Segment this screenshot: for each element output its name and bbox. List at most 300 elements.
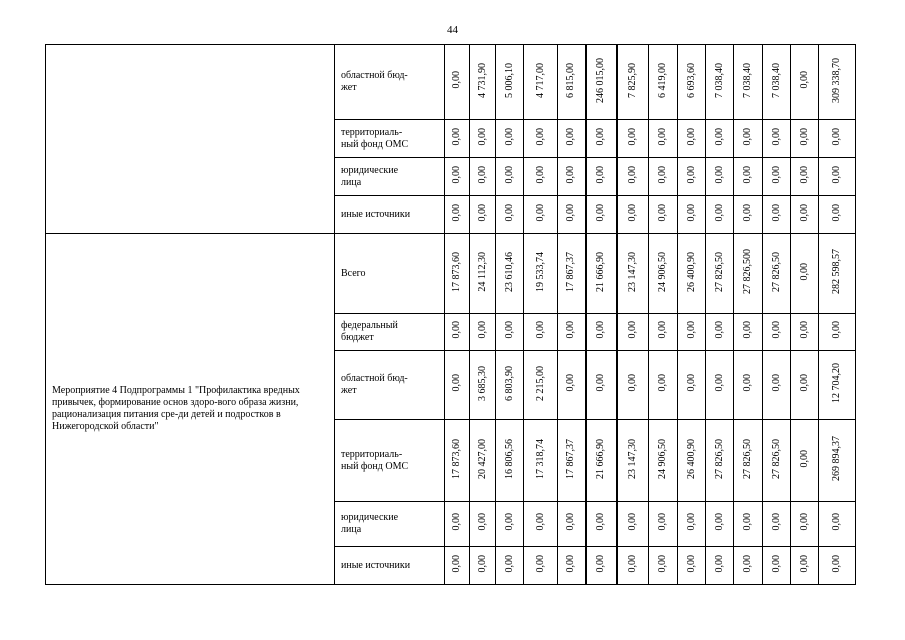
value-cell xyxy=(819,120,856,158)
value-text: 309 338,70 xyxy=(831,57,842,103)
source-cell xyxy=(335,351,445,420)
source-label-line: лица xyxy=(341,524,362,535)
value-cell xyxy=(558,351,586,420)
source-cell xyxy=(335,120,445,158)
value-cell xyxy=(819,196,856,234)
value-text: 0,00 xyxy=(595,374,606,392)
value-cell xyxy=(678,196,706,234)
value-text: 246 015,00 xyxy=(595,57,606,103)
value-text: 0,00 xyxy=(503,127,515,146)
value-cell xyxy=(763,120,791,158)
source-cell xyxy=(335,314,445,351)
value-text: 0,00 xyxy=(685,165,697,184)
value-text: 0,00 xyxy=(534,203,546,222)
value-cell xyxy=(524,196,558,234)
value-cell xyxy=(496,502,524,547)
value-text: 0,00 xyxy=(798,262,810,281)
value-text: 24 906,50 xyxy=(657,438,668,479)
value-text: 23 147,30 xyxy=(626,251,638,292)
value-text: 0,00 xyxy=(451,513,462,531)
table-row xyxy=(46,45,856,120)
value-text: 0,00 xyxy=(685,127,697,146)
value-cell xyxy=(617,196,649,234)
measure-name-cell xyxy=(46,45,335,234)
value-cell xyxy=(617,314,649,351)
value-cell xyxy=(558,234,586,314)
value-text: 24 112,30 xyxy=(476,251,488,292)
value-text: 0,00 xyxy=(798,127,810,146)
value-cell xyxy=(586,45,617,120)
value-text: 0,00 xyxy=(770,127,782,146)
value-text: 3 685,30 xyxy=(476,365,488,401)
value-text: 0,00 xyxy=(503,203,515,222)
source-cell xyxy=(335,158,445,196)
value-cell xyxy=(678,158,706,196)
value-cell xyxy=(617,420,649,502)
value-cell xyxy=(678,351,706,420)
value-cell xyxy=(617,547,649,585)
table-row xyxy=(46,234,856,314)
value-cell xyxy=(445,120,470,158)
value-cell xyxy=(791,234,819,314)
value-text: 0,00 xyxy=(798,513,810,531)
value-text: 0,00 xyxy=(565,127,577,146)
value-text: 0,00 xyxy=(476,513,488,531)
source-label-line: иные источники xyxy=(341,208,411,220)
value-text: 0,00 xyxy=(657,513,668,531)
value-text: 21 666,90 xyxy=(595,251,606,292)
value-text: 0,00 xyxy=(503,513,515,531)
value-text: 21 666,90 xyxy=(595,438,606,479)
value-cell xyxy=(586,234,617,314)
value-cell xyxy=(470,234,496,314)
value-text: 0,00 xyxy=(657,165,668,184)
value-cell xyxy=(470,314,496,351)
value-cell xyxy=(586,196,617,234)
value-cell xyxy=(524,158,558,196)
value-cell xyxy=(706,502,734,547)
value-text: 0,00 xyxy=(798,71,810,89)
value-text: 0,00 xyxy=(503,165,515,184)
value-text: 269 894,37 xyxy=(831,436,842,481)
value-text: 0,00 xyxy=(770,165,782,184)
source-label-line: федеральный xyxy=(341,320,398,331)
value-cell xyxy=(734,547,763,585)
value-text: 0,00 xyxy=(451,165,462,184)
value-text: 0,00 xyxy=(534,127,546,146)
value-cell xyxy=(649,351,678,420)
value-text: 0,00 xyxy=(451,71,462,89)
value-cell xyxy=(819,314,856,351)
value-cell xyxy=(470,196,496,234)
value-text: 0,00 xyxy=(798,554,810,573)
value-cell xyxy=(763,420,791,502)
value-text: 27 826,50 xyxy=(770,251,782,292)
value-text: 0,00 xyxy=(685,203,697,222)
value-text: 5 006,10 xyxy=(503,62,515,98)
value-text: 0,00 xyxy=(798,203,810,222)
value-text: 0,00 xyxy=(657,321,668,339)
value-cell xyxy=(819,158,856,196)
value-cell xyxy=(617,120,649,158)
value-text: 0,00 xyxy=(770,513,782,531)
value-text: 0,00 xyxy=(534,554,546,573)
value-cell xyxy=(791,196,819,234)
value-text: 7 038,40 xyxy=(742,62,753,98)
value-text: 0,00 xyxy=(534,321,546,339)
value-text: 0,00 xyxy=(565,165,577,184)
value-cell xyxy=(496,196,524,234)
value-cell xyxy=(649,45,678,120)
value-cell xyxy=(734,420,763,502)
value-text: 0,00 xyxy=(503,321,515,339)
value-cell xyxy=(734,120,763,158)
value-cell xyxy=(819,45,856,120)
value-cell xyxy=(649,314,678,351)
value-text: 17 867,37 xyxy=(565,438,577,479)
value-cell xyxy=(763,45,791,120)
value-text: 0,00 xyxy=(451,203,462,222)
value-cell xyxy=(524,314,558,351)
value-text: 0,00 xyxy=(685,374,697,392)
value-cell xyxy=(470,420,496,502)
value-text: 0,00 xyxy=(626,513,638,531)
value-text: 0,00 xyxy=(626,554,638,573)
value-text: 4 731,90 xyxy=(476,62,488,98)
value-text: 0,00 xyxy=(742,203,753,222)
value-cell xyxy=(706,196,734,234)
value-text: 0,00 xyxy=(713,127,725,146)
value-cell xyxy=(706,314,734,351)
budget-table xyxy=(45,44,856,585)
value-text: 0,00 xyxy=(831,321,842,339)
value-cell xyxy=(791,314,819,351)
value-cell xyxy=(763,502,791,547)
value-text: 0,00 xyxy=(626,203,638,222)
value-cell xyxy=(586,420,617,502)
value-text: 0,00 xyxy=(451,374,462,392)
value-text: 0,00 xyxy=(626,321,638,339)
value-text: 27 826,50 xyxy=(770,438,782,479)
value-text: 27 826,50 xyxy=(713,438,725,479)
value-text: 0,00 xyxy=(713,321,725,339)
value-cell xyxy=(706,351,734,420)
value-text: 0,00 xyxy=(595,203,606,222)
value-text: 0,00 xyxy=(713,513,725,531)
value-text: 0,00 xyxy=(451,554,462,573)
value-cell xyxy=(558,420,586,502)
value-text: 0,00 xyxy=(742,513,753,531)
value-text: 17 873,60 xyxy=(451,251,462,292)
value-text: 0,00 xyxy=(831,165,842,184)
value-text: 17 873,60 xyxy=(451,438,462,479)
value-text: 0,00 xyxy=(831,554,842,573)
value-cell xyxy=(558,502,586,547)
value-cell xyxy=(445,502,470,547)
source-label-line: иные источники xyxy=(341,559,411,571)
value-cell xyxy=(445,547,470,585)
source-cell xyxy=(335,502,445,547)
value-text: 0,00 xyxy=(595,513,606,531)
value-cell xyxy=(734,351,763,420)
value-text: 0,00 xyxy=(534,513,546,531)
page-number: 44 xyxy=(447,24,458,36)
value-cell xyxy=(558,314,586,351)
value-text: 0,00 xyxy=(626,127,638,146)
value-text: 0,00 xyxy=(798,321,810,339)
value-text: 27 826,50 xyxy=(742,438,753,479)
value-text: 0,00 xyxy=(626,165,638,184)
value-text: 0,00 xyxy=(831,513,842,531)
value-cell xyxy=(470,45,496,120)
source-label-line: бюджет xyxy=(341,332,374,343)
value-text: 17 318,74 xyxy=(534,438,546,479)
value-text: 2 215,00 xyxy=(534,365,546,401)
value-text: 0,00 xyxy=(565,513,577,531)
value-text: 27 826,50 xyxy=(713,251,725,292)
value-cell xyxy=(496,45,524,120)
value-text: 26 400,90 xyxy=(685,251,697,292)
value-text: 7 825,90 xyxy=(626,62,638,98)
value-text: 0,00 xyxy=(831,203,842,222)
value-cell xyxy=(734,234,763,314)
source-label-line: жет xyxy=(341,385,357,396)
value-cell xyxy=(496,314,524,351)
value-text: 0,00 xyxy=(565,554,577,573)
source-cell xyxy=(335,547,445,585)
value-cell xyxy=(678,234,706,314)
value-text: 282 598,57 xyxy=(831,249,842,294)
value-text: 6 419,00 xyxy=(657,62,668,98)
value-cell xyxy=(763,196,791,234)
value-cell xyxy=(763,158,791,196)
value-cell xyxy=(617,502,649,547)
value-cell xyxy=(678,420,706,502)
value-text: 0,00 xyxy=(798,165,810,184)
value-text: 0,00 xyxy=(713,165,725,184)
value-cell xyxy=(649,120,678,158)
value-cell xyxy=(445,314,470,351)
value-cell xyxy=(819,502,856,547)
value-cell xyxy=(678,45,706,120)
value-cell xyxy=(524,234,558,314)
value-cell xyxy=(678,314,706,351)
value-cell xyxy=(763,234,791,314)
value-cell xyxy=(734,45,763,120)
value-cell xyxy=(617,351,649,420)
value-cell xyxy=(819,234,856,314)
value-cell xyxy=(819,420,856,502)
value-text: 0,00 xyxy=(657,554,668,573)
value-text: 0,00 xyxy=(713,203,725,222)
value-cell xyxy=(558,158,586,196)
value-cell xyxy=(586,547,617,585)
value-cell xyxy=(445,196,470,234)
value-cell xyxy=(763,314,791,351)
value-text: 12 704,20 xyxy=(831,363,842,403)
value-cell xyxy=(649,196,678,234)
value-text: 0,00 xyxy=(770,203,782,222)
value-text: 0,00 xyxy=(657,203,668,222)
source-label-line: территориаль- xyxy=(341,126,403,138)
value-text: 0,00 xyxy=(657,127,668,146)
value-cell xyxy=(524,502,558,547)
value-text: 0,00 xyxy=(713,554,725,573)
value-text: 4 717,00 xyxy=(534,62,546,98)
value-cell xyxy=(819,351,856,420)
value-text: 0,00 xyxy=(595,321,606,339)
value-cell xyxy=(524,420,558,502)
value-text: 0,00 xyxy=(657,374,668,392)
value-cell xyxy=(678,502,706,547)
value-cell xyxy=(791,351,819,420)
value-text: 0,00 xyxy=(770,374,782,392)
source-label-line: юридические xyxy=(341,512,399,523)
value-text: 0,00 xyxy=(451,127,462,146)
value-text: 0,00 xyxy=(595,127,606,146)
value-cell xyxy=(558,547,586,585)
value-text: 19 533,74 xyxy=(534,251,546,292)
source-label-line: областной бюд- xyxy=(341,373,408,384)
value-cell xyxy=(734,502,763,547)
value-cell xyxy=(496,351,524,420)
value-text: 0,00 xyxy=(798,449,810,468)
value-cell xyxy=(706,120,734,158)
value-text: 0,00 xyxy=(476,165,488,184)
value-text: 23 147,30 xyxy=(626,438,638,479)
value-cell xyxy=(791,420,819,502)
value-text: 0,00 xyxy=(451,321,462,339)
value-cell xyxy=(734,158,763,196)
value-cell xyxy=(706,234,734,314)
source-cell xyxy=(335,45,445,120)
value-cell xyxy=(617,158,649,196)
value-text: 0,00 xyxy=(595,554,606,573)
value-text: 0,00 xyxy=(742,554,753,573)
value-cell xyxy=(791,502,819,547)
value-cell xyxy=(496,420,524,502)
value-cell xyxy=(496,120,524,158)
source-label-line: жет xyxy=(341,82,357,93)
value-text: 16 806,56 xyxy=(503,438,515,479)
value-text: 0,00 xyxy=(476,203,488,222)
value-text: 7 038,40 xyxy=(770,62,782,98)
value-cell xyxy=(496,547,524,585)
value-cell xyxy=(445,158,470,196)
value-text: 0,00 xyxy=(742,165,753,184)
value-text: 0,00 xyxy=(831,127,842,146)
value-text: 17 867,37 xyxy=(565,251,577,292)
value-text: 0,00 xyxy=(626,374,638,392)
value-cell xyxy=(763,351,791,420)
value-cell xyxy=(678,120,706,158)
source-label-line: ный фонд ОМС xyxy=(341,138,409,150)
value-cell xyxy=(496,234,524,314)
value-cell xyxy=(586,314,617,351)
value-text: 0,00 xyxy=(798,374,810,392)
value-cell xyxy=(470,120,496,158)
value-text: 0,00 xyxy=(742,127,753,146)
value-text: 0,00 xyxy=(565,374,577,392)
value-cell xyxy=(791,120,819,158)
value-text: 20 427,00 xyxy=(476,438,488,479)
value-cell xyxy=(586,158,617,196)
value-cell xyxy=(445,45,470,120)
value-cell xyxy=(470,547,496,585)
value-text: 7 038,40 xyxy=(713,62,725,98)
value-text: 0,00 xyxy=(742,374,753,392)
value-text: 0,00 xyxy=(565,203,577,222)
value-text: 26 400,90 xyxy=(685,438,697,479)
value-cell xyxy=(706,420,734,502)
value-text: 0,00 xyxy=(685,321,697,339)
value-text: 0,00 xyxy=(565,321,577,339)
value-cell xyxy=(445,420,470,502)
value-cell xyxy=(706,45,734,120)
value-cell xyxy=(819,547,856,585)
value-text: 0,00 xyxy=(534,165,546,184)
value-text: 0,00 xyxy=(685,513,697,531)
value-text: 0,00 xyxy=(713,374,725,392)
value-cell xyxy=(470,351,496,420)
value-text: 0,00 xyxy=(595,165,606,184)
value-text: 0,00 xyxy=(476,554,488,573)
value-cell xyxy=(706,158,734,196)
measure-name-cell: Мероприятие 4 Подпрограммы 1 "Профилактика вредных привычек, формирование основ здоро-вого образа жизни, рационализация питания сре-ди детей и подростков в Нижегородской области" xyxy=(46,234,335,585)
value-cell xyxy=(678,547,706,585)
value-cell xyxy=(649,547,678,585)
value-text: 6 803,90 xyxy=(503,365,515,401)
source-label-line: территориаль- xyxy=(341,448,403,460)
value-cell xyxy=(586,120,617,158)
value-cell xyxy=(617,45,649,120)
value-text: 0,00 xyxy=(476,127,488,146)
value-text: 0,00 xyxy=(742,321,753,339)
value-cell xyxy=(763,547,791,585)
value-cell xyxy=(734,196,763,234)
source-label-line: областной бюд- xyxy=(341,70,408,81)
value-text: 24 906,50 xyxy=(657,251,668,292)
value-text: 0,00 xyxy=(685,554,697,573)
value-cell xyxy=(649,234,678,314)
table-body xyxy=(46,45,856,585)
value-cell xyxy=(791,158,819,196)
value-text: 27 826,500 xyxy=(742,249,753,294)
value-cell xyxy=(791,547,819,585)
value-cell xyxy=(649,502,678,547)
value-cell xyxy=(445,234,470,314)
value-cell xyxy=(470,158,496,196)
value-cell xyxy=(617,234,649,314)
value-text: 6 693,60 xyxy=(685,62,697,98)
value-cell xyxy=(706,547,734,585)
value-cell xyxy=(791,45,819,120)
value-cell xyxy=(558,196,586,234)
value-cell xyxy=(470,502,496,547)
value-text: 23 610,46 xyxy=(503,251,515,292)
value-cell xyxy=(586,502,617,547)
value-cell xyxy=(649,420,678,502)
source-cell xyxy=(335,234,445,314)
value-text: 0,00 xyxy=(770,554,782,573)
value-text: 6 815,00 xyxy=(565,62,577,98)
value-cell xyxy=(524,45,558,120)
source-cell xyxy=(335,420,445,502)
source-label-line: ный фонд ОМС xyxy=(341,460,409,472)
source-label-line: юридические xyxy=(341,164,399,176)
value-cell xyxy=(524,547,558,585)
value-cell xyxy=(445,351,470,420)
